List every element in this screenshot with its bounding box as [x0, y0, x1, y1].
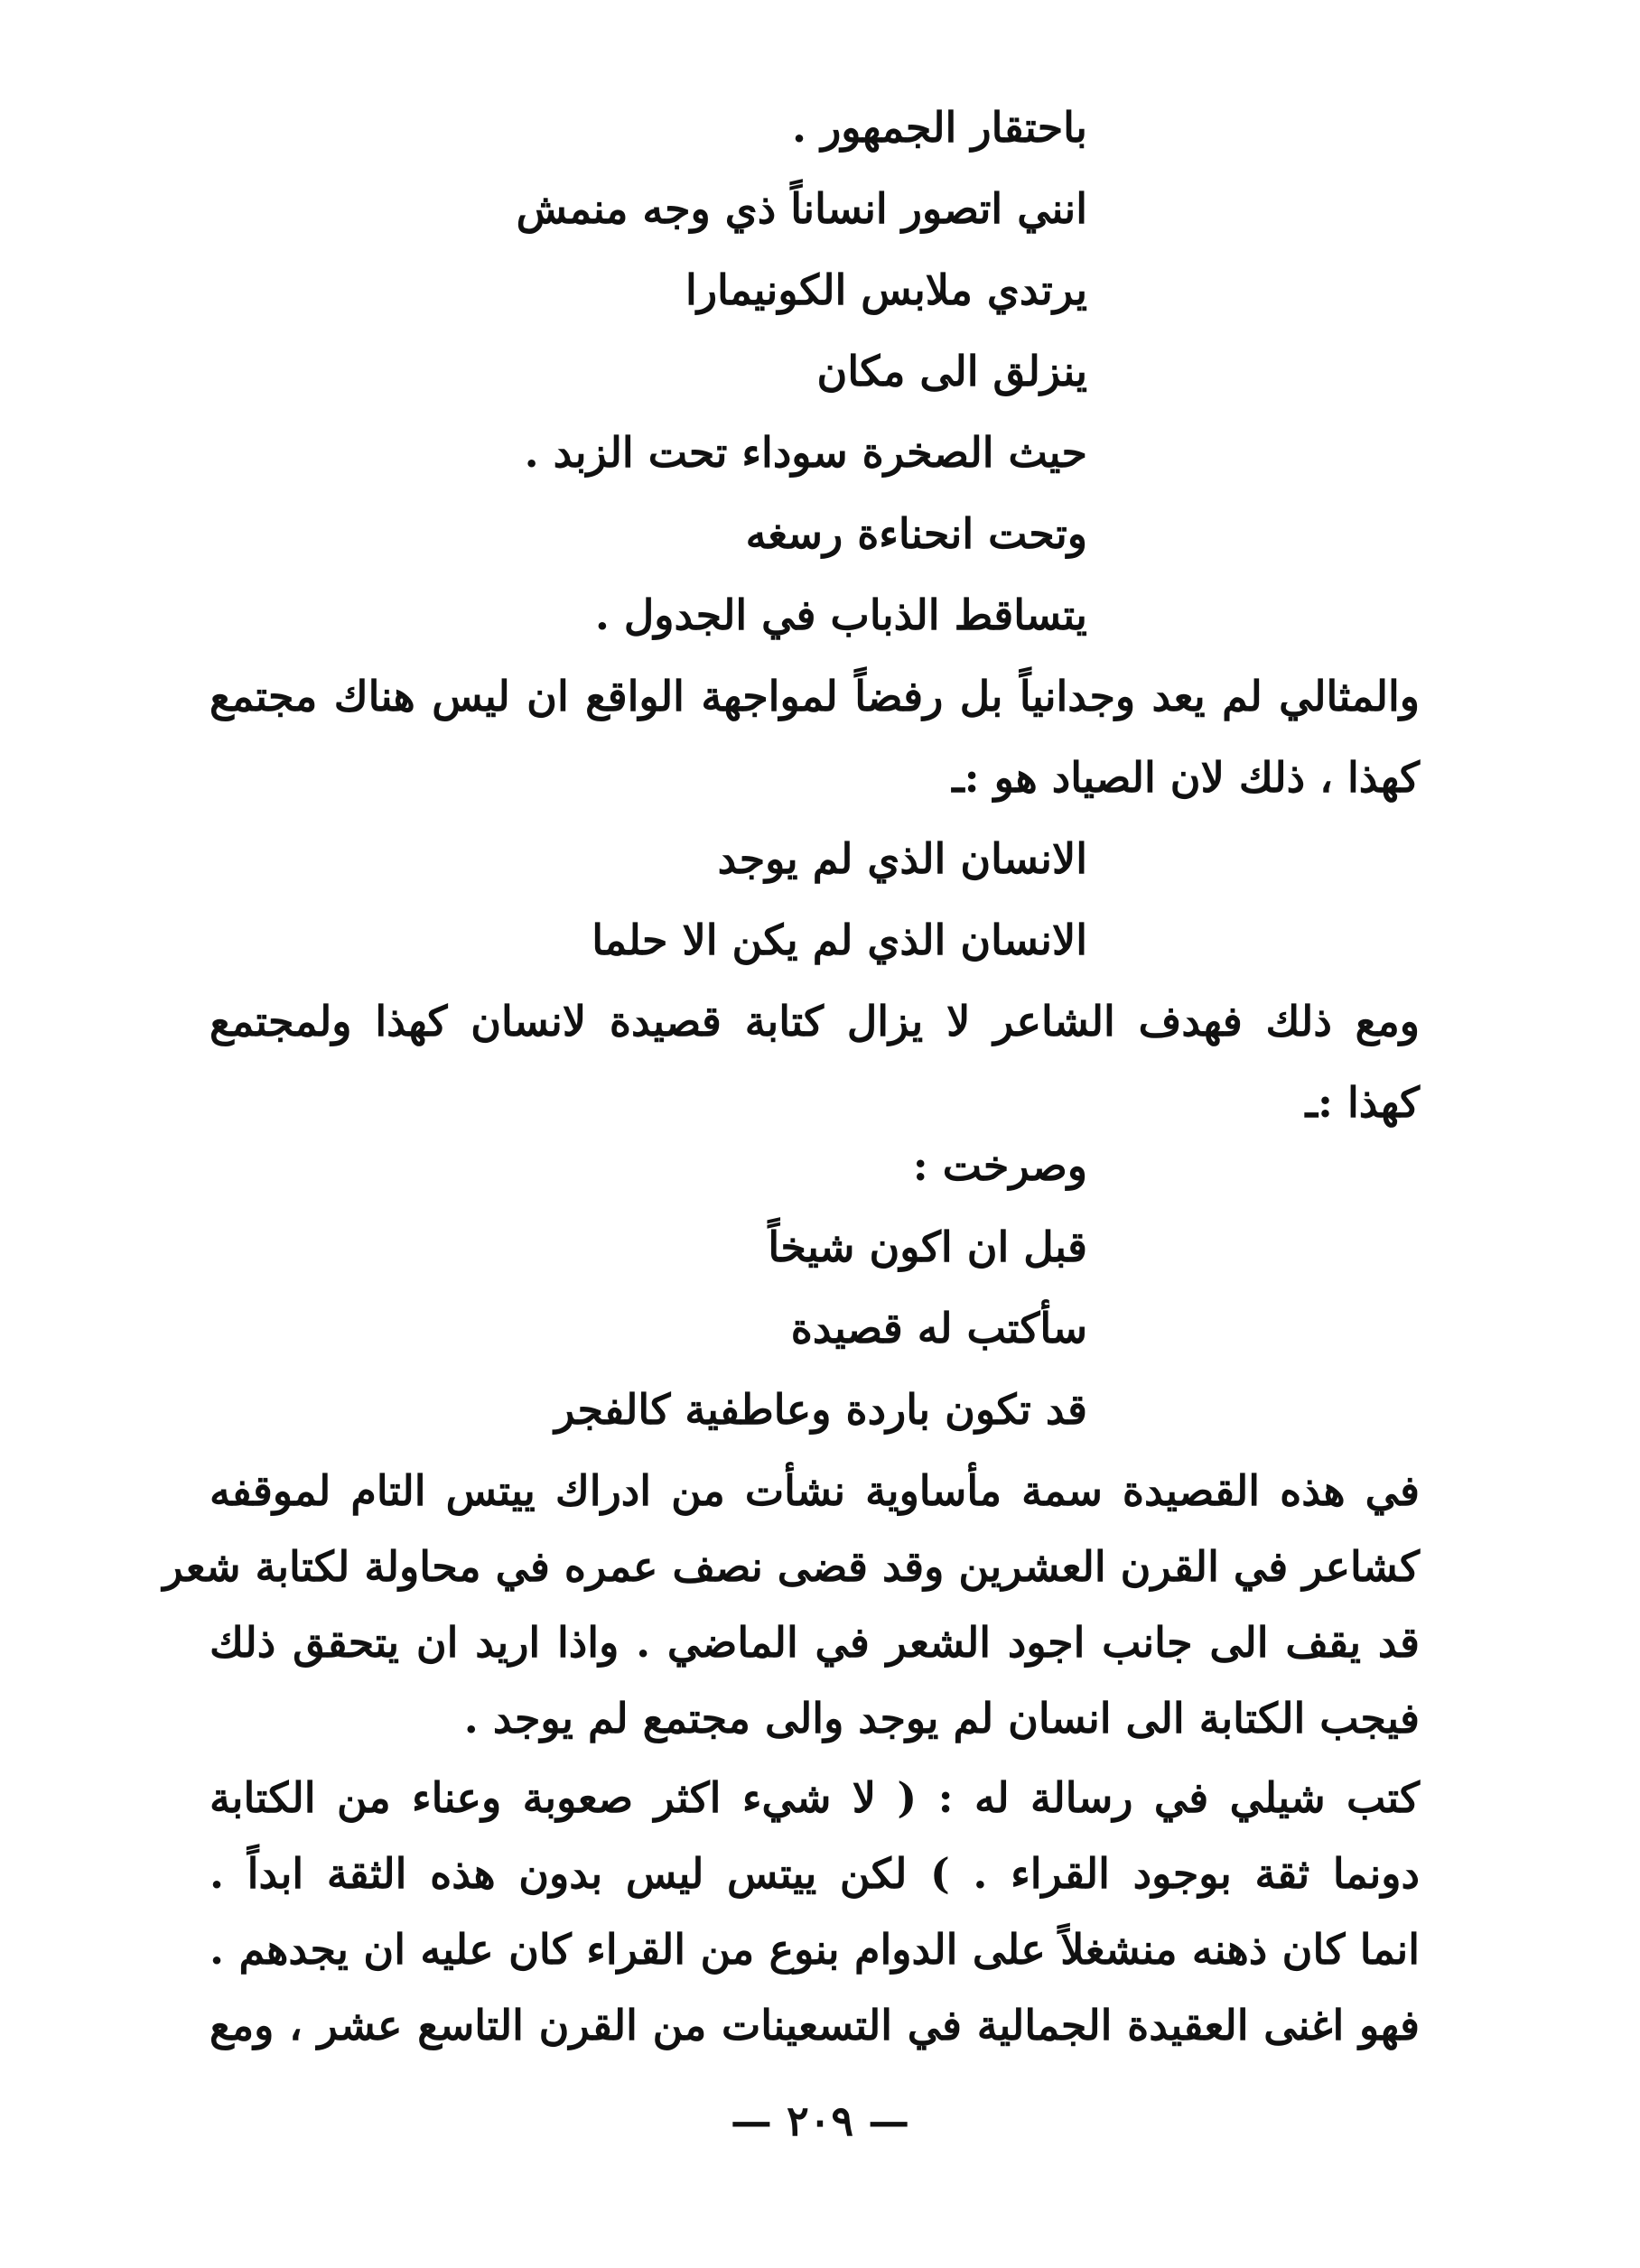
paragraph-line: كهذا ، ذلك لان الصياد هو :ـ: [952, 753, 1420, 802]
poem-line: الانسان الذي لم يكن الا حلما: [592, 916, 1087, 964]
poem-line: وصرخت :: [912, 1141, 1087, 1190]
poem-line: قد تكون باردة وعاطفية كالفجر: [554, 1385, 1087, 1434]
page-number: — ٢٠٩ —: [730, 2096, 910, 2145]
paragraph-line: دونما ثقة بوجود القراء . ) لكن ييتس ليس بدون هذه الثقة ابداً .: [210, 1849, 1420, 1898]
paragraph-line: كتب شيلي في رسالة له : ( لا شيء اكثر صعوبة وعناء من الكتابة: [210, 1773, 1420, 1822]
poem-line: ينزلق الى مكان: [816, 347, 1087, 395]
poem-line: سأكتب له قصيدة: [790, 1304, 1087, 1352]
paragraph-line: ومع ذلك فهدف الشاعر لا يزال كتابة قصيدة لانسان كهذا ولمجتمع: [210, 997, 1420, 1046]
paragraph-line: كشاعر في القرن العشرين وقد قضى نصف عمره في محاولة لكتابة شعر: [163, 1542, 1420, 1591]
poem-line: الانسان الذي لم يوجد: [717, 834, 1087, 883]
poem-line: وتحت انحناءة رسغه: [745, 509, 1087, 558]
poem-line: انني اتصور انساناً ذي وجه منمش: [516, 184, 1087, 233]
poem-line: قبل ان اكون شيخاً: [768, 1222, 1087, 1271]
paragraph-line: قد يقف الى جانب اجود الشعر في الماضي . واذا اريد ان يتحقق ذلك: [210, 1618, 1420, 1667]
paragraph-line: انما كان ذهنه منشغلاً على الدوام بنوع من القراء كان عليه ان يجدهم .: [210, 1925, 1420, 1974]
paragraph-line: كهذا :ـ: [1305, 1078, 1420, 1127]
poem-line: يرتدي ملابس الكونيمارا: [685, 265, 1087, 314]
paragraph-line: والمثالي لم يعد وجدانياً بل رفضاً لمواجهة الواقع ان ليس هناك مجتمع: [210, 672, 1420, 720]
paragraph-line: فهو اغنى العقيدة الجمالية في التسعينات من القرن التاسع عشر ، ومع: [210, 2001, 1420, 2050]
poem-line: يتساقط الذباب في الجدول .: [594, 590, 1087, 639]
paragraph-line: في هذه القصيدة سمة مأساوية نشأت من ادراك ييتس التام لموقفه: [210, 1466, 1420, 1515]
paragraph-line: فيجب الكتابة الى انسان لم يوجد والى مجتمع لم يوجد .: [463, 1694, 1420, 1743]
poem-line: باحتقار الجمهور .: [792, 103, 1087, 152]
poem-line: حيث الصخرة سوداء تحت الزبد .: [524, 428, 1087, 477]
